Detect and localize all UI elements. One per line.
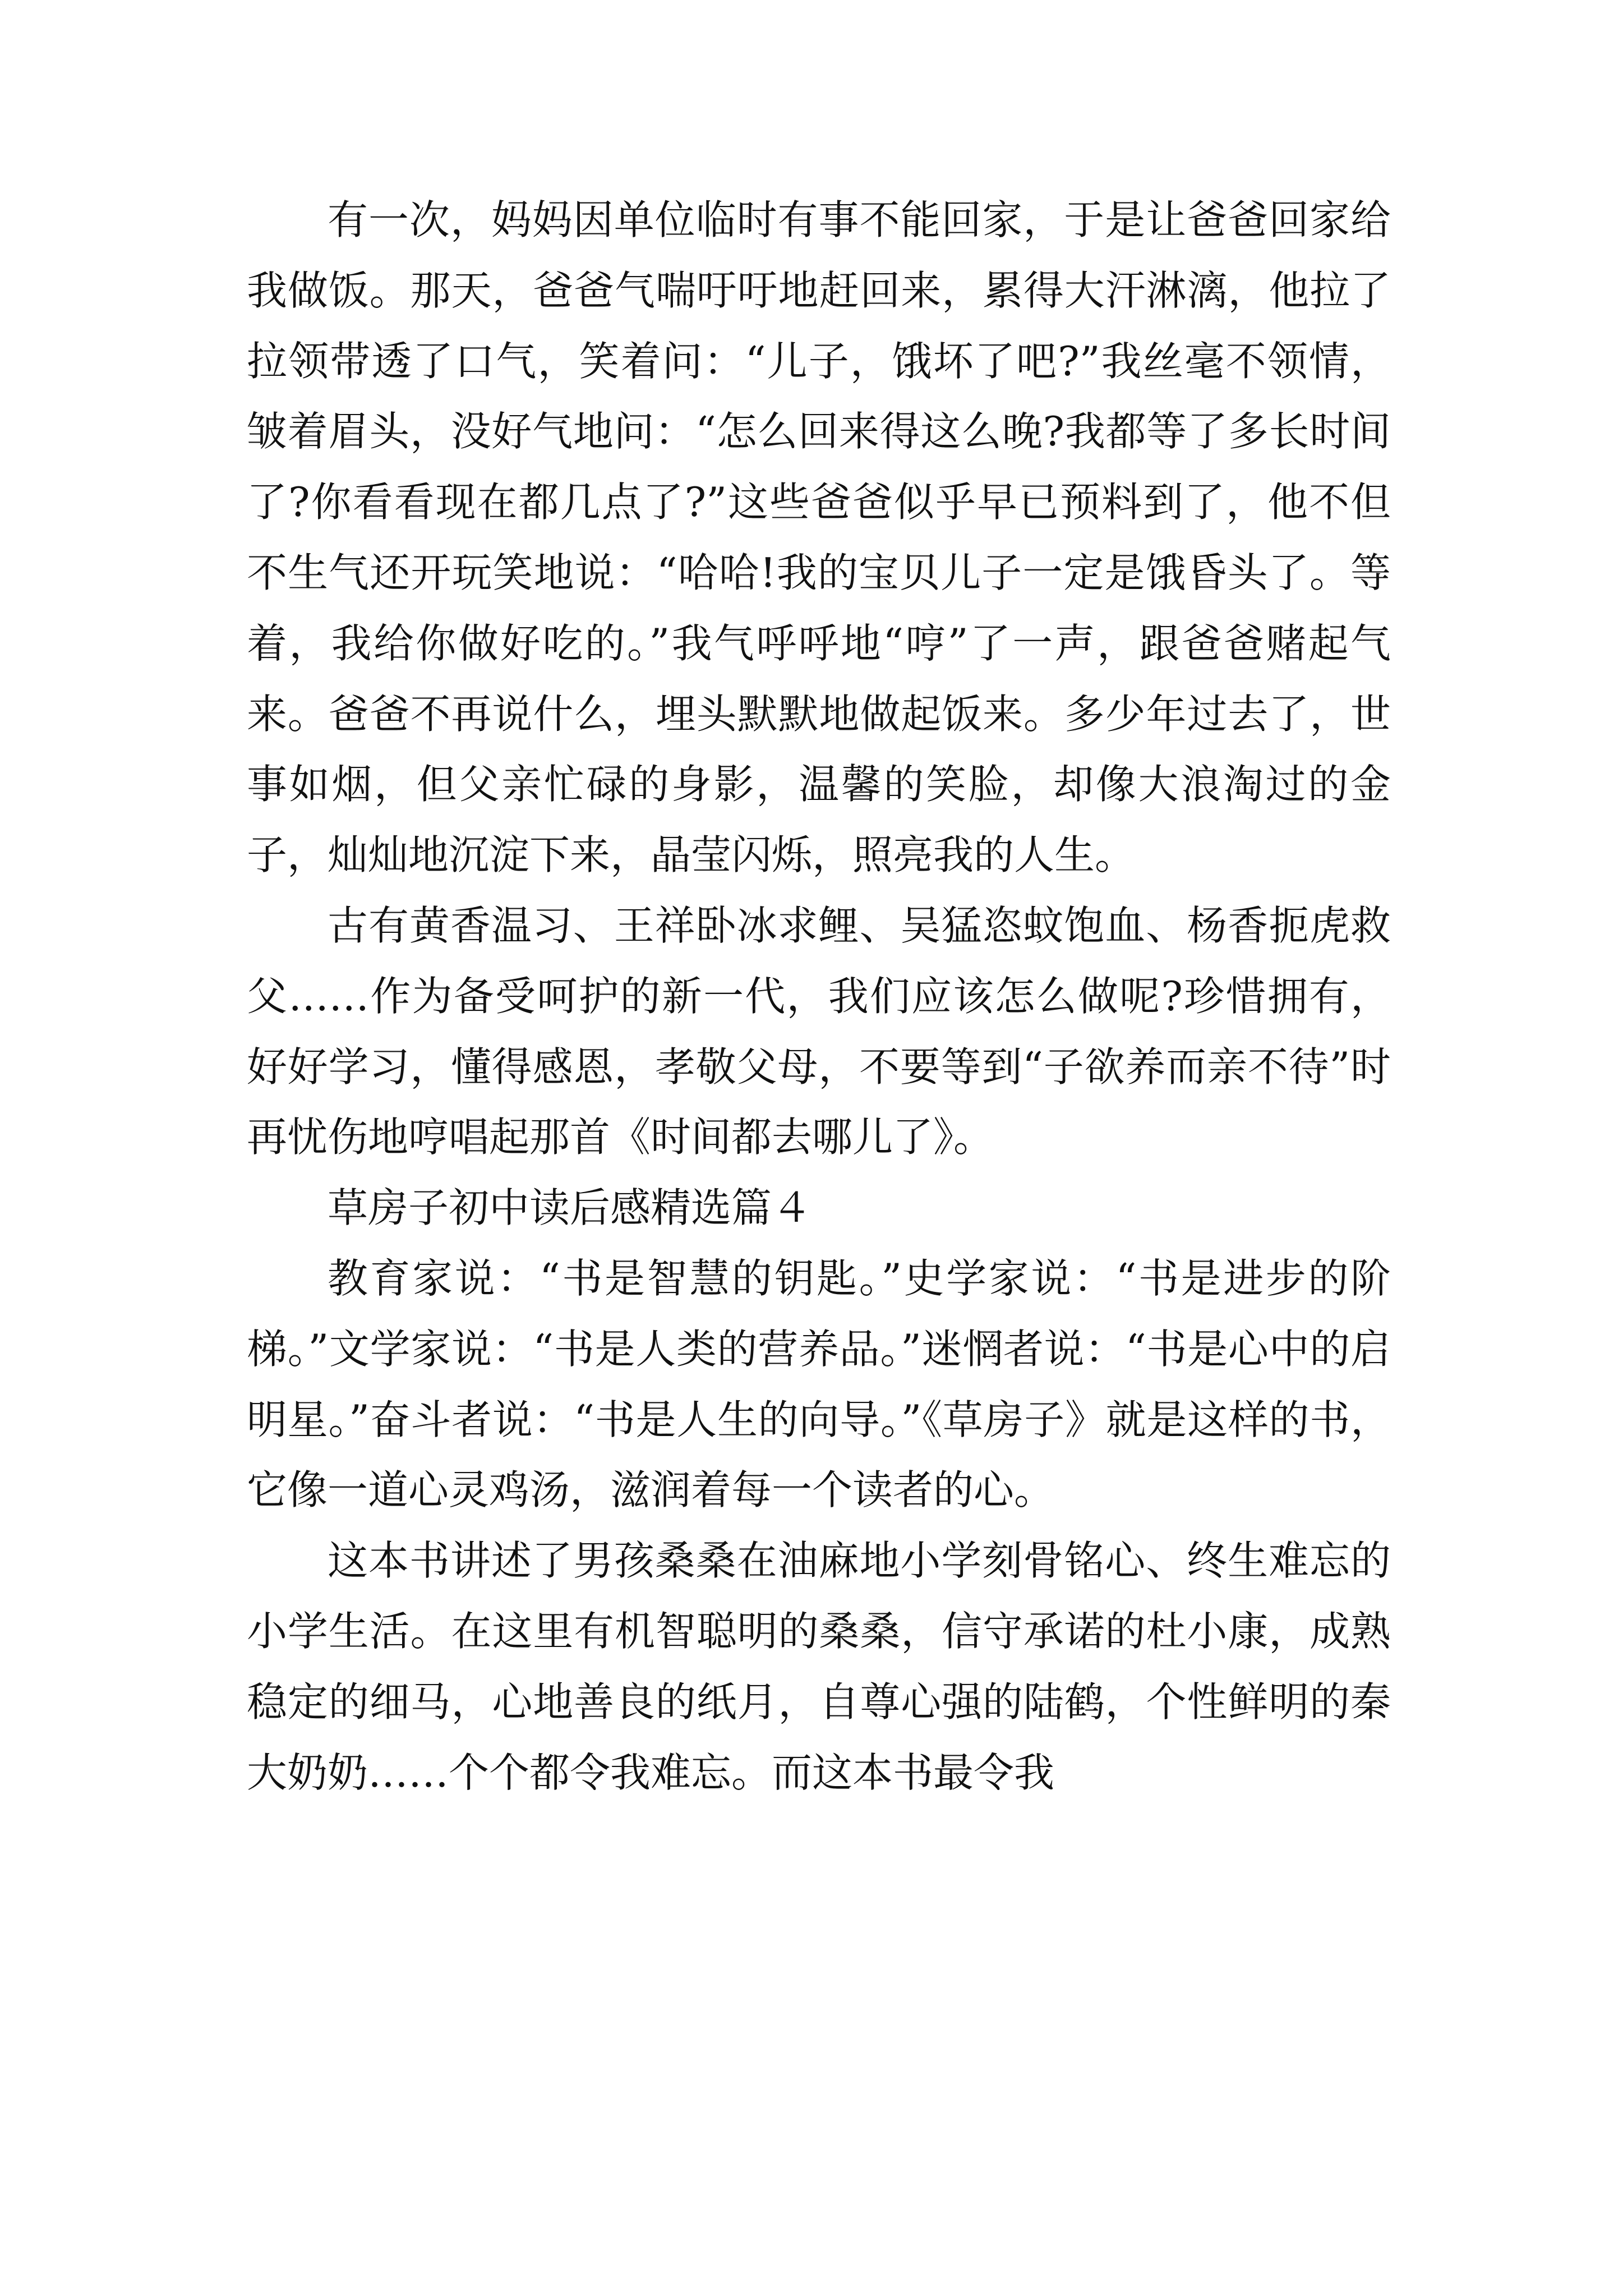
paragraph-book-summary: 这本书讲述了男孩桑桑在油麻地小学刻骨铭心、终生难忘的小学生活。在这里有机智聪明的桑桑，信守承诺的杜小康，成熟稳定的细马，心地善良的纸月，自尊心强的陆鹤，个性鲜明的秦大奶奶……个个都令我难忘。而这本书最令我 — [247, 1537, 1391, 1796]
paragraph-book-quotes: 教育家说：“书是智慧的钥匙。”史学家说：“书是进步的阶梯。”文学家说：“书是人类的营养品。”迷惘者说：“书是心中的启明星。”奋斗者说：“书是人生的向导。”《草房子》就是这样的书，它像一道心灵鸡汤，滋润着每一个读者的心。 — [247, 1254, 1391, 1514]
section-heading: 草房子初中读后感精选篇４ — [328, 1184, 813, 1232]
paragraph-filial-piety: 古有黄香温习、王祥卧冰求鲤、吴猛恣蚊饱血、杨香扼虎救父……作为备受呵护的新一代，我们应该怎么做呢?珍惜拥有，好好学习，懂得感恩，孝敬父母，不要等到“子欲养而亲不待”时再忧伤地哼唱起那首《时间都去哪儿了》。 — [247, 901, 1391, 1161]
document-body — [247, 185, 1391, 1808]
paragraph-father-cooking: 有一次，妈妈因单位临时有事不能回家，于是让爸爸回家给我做饭。那天，爸爸气喘吁吁地赶回来，累得大汗淋漓，他拉了拉领带透了口气，笑着问：“儿子，饿坏了吧?”我丝毫不领情，皱着眉头，没好气地问：“怎么回来得这么晚?我都等了多长时间了?你看看现在都几点了?”这些爸爸似乎早已预料到了，他不但不生气还开玩笑地说：“哈哈!我的宝贝儿子一定是饿昏头了。等着，我给你做好吃的。”我气呼呼地“哼”了一声，跟爸爸赌起气来。爸爸不再说什么，埋头默默地做起饭来。多少年过去了，世事如烟，但父亲忙碌的身影，温馨的笑脸，却像大浪淘过的金子，灿灿地沉淀下来，晶莹闪烁，照亮我的人生。 — [247, 196, 1391, 879]
